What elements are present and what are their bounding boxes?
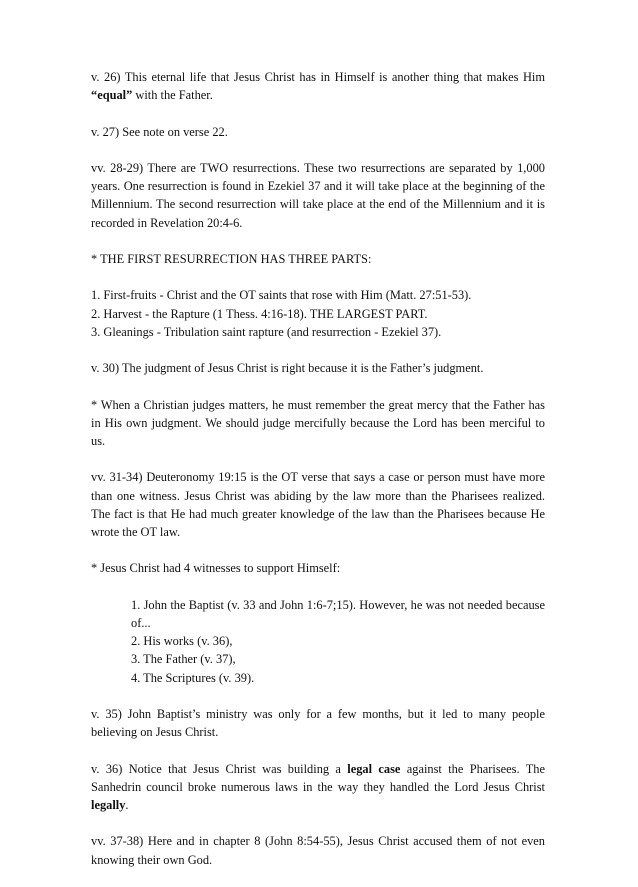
resurrection-parts-list [91, 286, 545, 341]
verse-36-text-end: . [125, 797, 129, 812]
paragraph-verse-35: v. 35) John Baptist’s ministry was only for a few months, but it led to many people believing on Jesus Christ. [91, 706, 545, 740]
paragraph-verse-36 [91, 760, 545, 815]
list-item: 2. His works (v. 36), [131, 634, 233, 649]
verse-36-bold-legal-case: legal case [347, 761, 401, 776]
list-item: 1. First-fruits - Christ and the OT saints that rose with Him (Matt. 27:51-53). [91, 288, 472, 303]
list-item: 2. Harvest - the Rapture (1 Thess. 4:16-18). THE LARGEST PART. [91, 306, 428, 321]
verse-26-text: v. 26) This eternal life that Jesus Christ has in Himself is another thing that makes Him [91, 70, 545, 84]
paragraph-verse-30: v. 30) The judgment of Jesus Christ is right because it is the Father’s judgment. [91, 361, 484, 376]
list-item: 4. The Scriptures (v. 39). [131, 670, 255, 685]
paragraph-first-resurrection-heading: * THE FIRST RESURRECTION HAS THREE PARTS: [91, 251, 372, 266]
verse-36-text-mid: against the Pharisees. The Sanhedrin council broke numerous laws in the way they handled the Lord Jesus Christ [91, 761, 545, 794]
paragraph-verses-31-34: vv. 31-34) Deuteronomy 19:15 is the OT verse that says a case or person must have more than one witness. Jesus Christ was abiding by the law more than the Pharisees realized. The fact is that He had much greater knowledge of the law than the Pharisees because He wrote the OT law. [91, 470, 545, 539]
witnesses-list [91, 596, 545, 687]
paragraph-four-witnesses-heading: * Jesus Christ had 4 witnesses to support Himself: [91, 561, 341, 576]
list-item: 3. The Father (v. 37), [131, 652, 236, 667]
paragraph-christian-judges: * When a Christian judges matters, he must remember the great mercy that the Father has in His own judgment. We should judge mercifully because the Lord has been merciful to us. [91, 397, 545, 448]
verse-36-bold-legally: legally [91, 797, 126, 812]
paragraph-verses-28-29: vv. 28-29) There are TWO resurrections. These two resurrections are separated by 1,000 years. One resurrection is found in Ezekiel 37 and it will take place at the beginning of the Millennium. The second resurrection will take place at the end of the Millennium and it is recorded in Revelation 20:4-6. [91, 160, 545, 230]
document-page [91, 68, 545, 887]
verse-26-bold-equal: “equal” [91, 88, 133, 103]
list-item: 3. Gleanings - Tribulation saint rapture (and resurrection - Ezekiel 37). [91, 324, 442, 339]
list-item: 1. John the Baptist (v. 33 and John 1:6-7;15). However, he was not needed because of... [131, 597, 545, 630]
verse-36-text: v. 36) Notice that Jesus Christ was building a [91, 761, 348, 776]
paragraph-verse-27: v. 27) See note on verse 22. [91, 124, 228, 139]
paragraph-verses-37-38: vv. 37-38) Here and in chapter 8 (John 8:54-55), Jesus Christ accused them of not even knowing their own God. [91, 834, 545, 867]
paragraph-verse-26 [91, 68, 545, 104]
verse-26-text-end: with the Father. [132, 88, 213, 103]
